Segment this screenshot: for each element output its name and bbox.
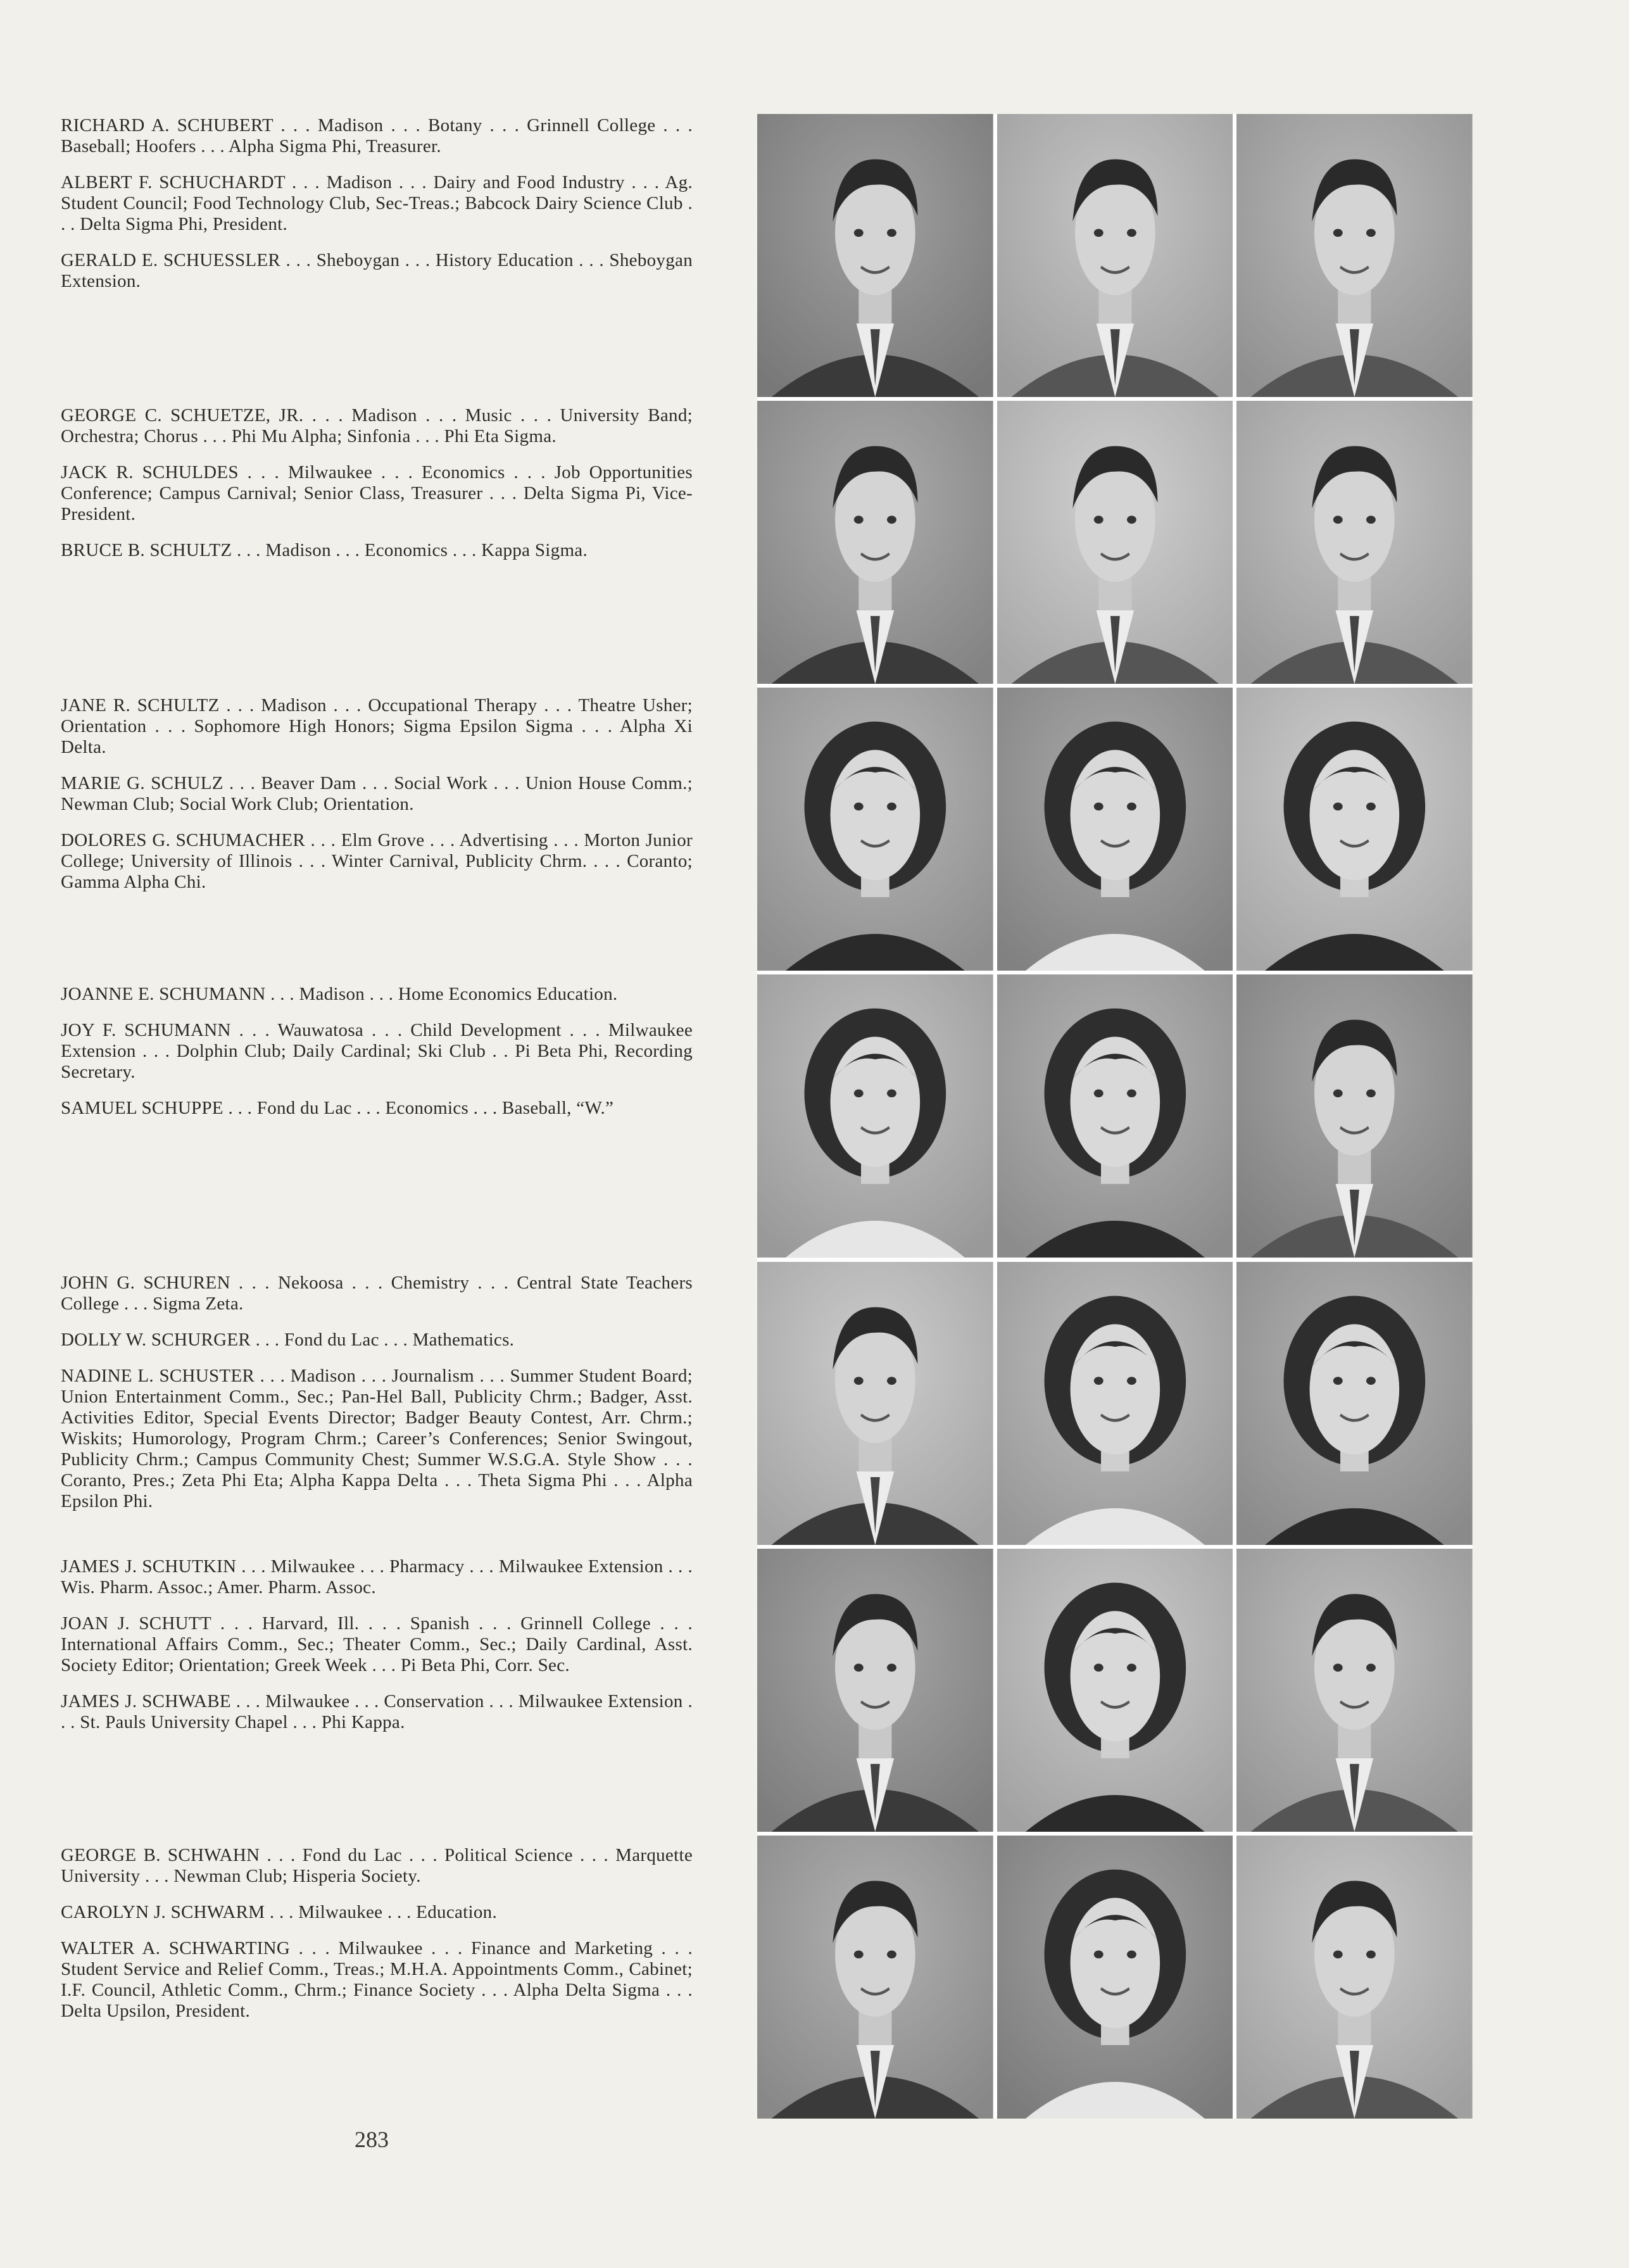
- senior-entry: JOHN G. SCHUREN . . . Nekoosa . . . Chemistry . . . Central State Teachers College . . . Sigma Zeta.: [61, 1273, 693, 1314]
- caption-group: [61, 1273, 693, 1527]
- senior-entry: JOY F. SCHUMANN . . . Wauwatosa . . . Child Development . . . Milwaukee Extension . . . Dolphin Club; Daily Cardinal; Ski Club . . Pi Beta Phi, Recording Secretary.: [61, 1020, 693, 1082]
- page-number: 283: [355, 2127, 389, 2152]
- portrait-photo-woman: [757, 974, 993, 1257]
- senior-entry: JANE R. SCHULTZ . . . Madison . . . Occupational Therapy . . . Theatre Usher; Orientation . . . Sophomore High Honors; Sigma Epsilon Sigma . . . Alpha Xi Delta.: [61, 695, 693, 757]
- portrait-photo-man: [1236, 114, 1473, 397]
- caption-group: [61, 984, 693, 1134]
- portrait-photo-man: [1236, 974, 1473, 1257]
- senior-entry: WALTER A. SCHWARTING . . . Milwaukee . . . Finance and Marketing . . . Student Service and Relief Comm., Treas.; M.H.A. Appointments Comm., Cabinet; I.F. Council, Athletic Comm., Chrm.; Finance Society . . . Alpha Delta Sigma . . . Delta Upsilon, President.: [61, 1938, 693, 2021]
- portrait-photo-woman: [1236, 1262, 1473, 1545]
- senior-entry: CAROLYN J. SCHWARM . . . Milwaukee . . . Education.: [61, 1902, 498, 1922]
- caption-group: [61, 695, 693, 908]
- portrait-photo-man: [997, 114, 1233, 397]
- senior-entry: SAMUEL SCHUPPE . . . Fond du Lac . . . Economics . . . Baseball, “W.”: [61, 1098, 614, 1118]
- portrait-photo-woman: [997, 1262, 1233, 1545]
- senior-entry: BRUCE B. SCHULTZ . . . Madison . . . Economics . . . Kappa Sigma.: [61, 540, 588, 560]
- senior-entry: JACK R. SCHULDES . . . Milwaukee . . . Economics . . . Job Opportunities Conference; Campus Carnival; Senior Class, Treasurer . . . Delta Sigma Pi, Vice-President.: [61, 462, 693, 524]
- portrait-photo-man: [997, 401, 1233, 684]
- senior-entry: JAMES J. SCHWABE . . . Milwaukee . . . Conservation . . . Milwaukee Extension . . . St. Pauls University Chapel . . . Phi Kappa.: [61, 1691, 693, 1732]
- portrait-photo-man: [1236, 1549, 1473, 1832]
- portrait-photo-man: [757, 1549, 993, 1832]
- portrait-photo-woman: [997, 1836, 1233, 2119]
- portrait-photo-man: [757, 114, 993, 397]
- portrait-photo-man: [757, 1262, 993, 1545]
- portrait-grid: [757, 114, 1473, 2119]
- senior-entry: JOANNE E. SCHUMANN . . . Madison . . . Home Economics Education.: [61, 984, 618, 1004]
- caption-group: [61, 115, 693, 307]
- portrait-photo-man: [1236, 1836, 1473, 2119]
- caption-group: [61, 1845, 693, 2037]
- caption-group: [61, 405, 693, 576]
- senior-entry: GERALD E. SCHUESSLER . . . Sheboygan . . . History Education . . . Sheboygan Extension.: [61, 250, 693, 291]
- senior-entry: MARIE G. SCHULZ . . . Beaver Dam . . . Social Work . . . Union House Comm.; Newman Club; Social Work Club; Orientation.: [61, 773, 693, 814]
- portrait-photo-man: [1236, 401, 1473, 684]
- caption-group: [61, 1556, 693, 1748]
- portrait-photo-woman: [997, 974, 1233, 1257]
- portrait-photo-woman: [997, 688, 1233, 971]
- portrait-photo-woman: [997, 1549, 1233, 1832]
- senior-entry: RICHARD A. SCHUBERT . . . Madison . . . Botany . . . Grinnell College . . . Baseball; Hoofers . . . Alpha Sigma Phi, Treasurer.: [61, 115, 693, 156]
- portrait-photo-man: [757, 1836, 993, 2119]
- senior-entry: JOAN J. SCHUTT . . . Harvard, Ill. . . . Spanish . . . Grinnell College . . . International Affairs Comm., Sec.; Theater Comm., Sec.; Daily Cardinal, Asst. Society Editor; Orientation; Greek Week . . . Pi Beta Phi, Corr. Sec.: [61, 1613, 693, 1675]
- portrait-photo-woman: [1236, 688, 1473, 971]
- senior-entry: DOLORES G. SCHUMACHER . . . Elm Grove . . . Advertising . . . Morton Junior College; University of Illinois . . . Winter Carnival, Publicity Chrm. . . . Coranto; Gamma Alpha Chi.: [61, 830, 693, 892]
- senior-entry: ALBERT F. SCHUCHARDT . . . Madison . . . Dairy and Food Industry . . . Ag. Student Council; Food Technology Club, Sec-Treas.; Babcock Dairy Science Club . . . Delta Sigma Phi, President.: [61, 172, 693, 234]
- senior-entry: NADINE L. SCHUSTER . . . Madison . . . Journalism . . . Summer Student Board; Union Entertainment Comm., Sec.; Pan-Hel Ball, Publicity Chrm.; Badger, Asst. Activities Editor, Special Events Director; Badger Beauty Contest, Arr. Chrm.; Wiskits; Humorology, Program Chrm.; Career’s Conferences; Senior Swingout, Publicity Chrm.; Campus Community Chest; Summer W.S.G.A. Style Show . . . Coranto, Pres.; Zeta Phi Eta; Alpha Kappa Delta . . . Theta Sigma Phi . . . Alpha Epsilon Phi.: [61, 1366, 693, 1511]
- portrait-photo-man: [757, 401, 993, 684]
- portrait-photo-woman: [757, 688, 993, 971]
- senior-entry: GEORGE B. SCHWAHN . . . Fond du Lac . . . Political Science . . . Marquette University . . . Newman Club; Hisperia Society.: [61, 1845, 693, 1886]
- senior-entry: JAMES J. SCHUTKIN . . . Milwaukee . . . Pharmacy . . . Milwaukee Extension . . . Wis. Pharm. Assoc.; Amer. Pharm. Assoc.: [61, 1556, 693, 1597]
- senior-entry: GEORGE C. SCHUETZE, JR. . . . Madison . . . Music . . . University Band; Orchestra; Chorus . . . Phi Mu Alpha; Sinfonia . . . Phi Eta Sigma.: [61, 405, 693, 446]
- senior-entry: DOLLY W. SCHURGER . . . Fond du Lac . . . Mathematics.: [61, 1330, 515, 1350]
